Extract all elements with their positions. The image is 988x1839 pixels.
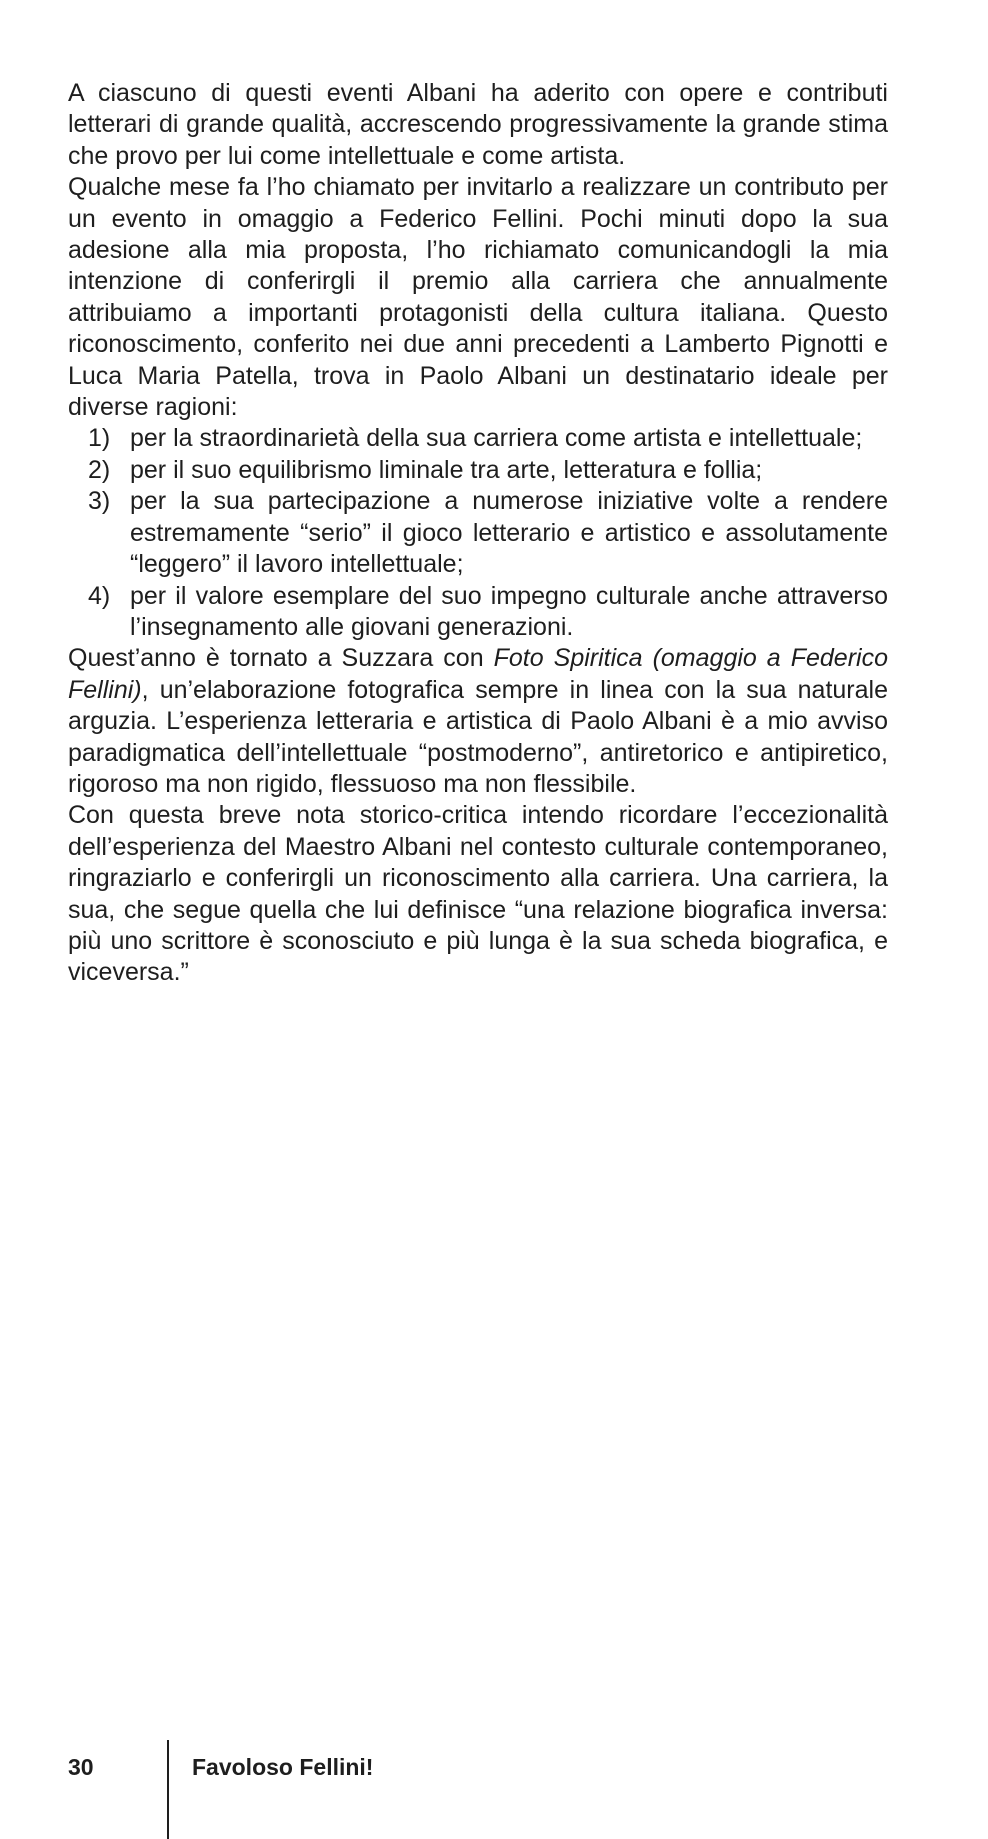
paragraph-return <box>68 643 888 800</box>
paragraph-conclusion: Con questa breve nota storico-critica intendo ricordare l’eccezionalità dell’esperienza del Maestro Albani nel contesto culturale contemporaneo, ringraziarlo e conferirgli un riconoscimento alla carriera. Una carriera, la sua, che segue quella che lui definisce “una relazione biografica inversa: più uno scrittore è sconosciuto e più lunga è la sua scheda biografica, e viceversa.” <box>68 801 888 987</box>
article-body <box>68 78 888 989</box>
footer-divider <box>167 1740 169 1839</box>
list-item-number: 2) <box>88 455 111 484</box>
page-number: 30 <box>68 1754 94 1780</box>
artwork-title: Foto Spiritica (omaggio a Federico Fellini) <box>68 644 888 704</box>
paragraph-intro: A ciascuno di questi eventi Albani ha aderito con opere e contributi letterari di grande qualità, accrescendo progressivamente la grande stima che provo per lui come intellettuale e come artista. <box>68 79 888 170</box>
list-item <box>68 486 888 580</box>
list-item-number: 3) <box>88 487 111 516</box>
list-item-number: 1) <box>88 424 111 453</box>
reasons-list <box>68 423 888 643</box>
paragraph-return-rest: , un’elaborazione fotografica sempre in linea con la sua naturale arguzia. L’esperienza letteraria e artistica di Paolo Albani è a mio avviso paradigmatica dell’intellettuale “postmoderno”, antiretorico e antipiretico, rigoroso ma non rigido, flessuoso ma non flessibile. <box>68 675 888 798</box>
running-title: Favoloso Fellini! <box>192 1754 374 1780</box>
paragraph-award: Qualche mese fa l’ho chiamato per invitarlo a realizzare un contributo per un evento in omaggio a Federico Fellini. Pochi minuti dopo la sua adesione alla mia proposta, l’ho richiamato comunicandogli la mia intenzione di conferirgli il premio alla carriera che annualmente attribuiamo a importanti protagonisti della cultura italiana. Questo riconoscimento, conferito nei due anni precedenti a Lamberto Pignotti e Luca Maria Patella, trova in Paolo Albani un destinatario ideale per diverse ragioni: <box>68 173 888 422</box>
list-item <box>68 455 888 486</box>
list-item-text: per la sua partecipazione a numerose iniziative volte a rendere estremamente “serio” il gioco letterario e artistico e assolutamente “leggero” il lavoro intellettuale; <box>130 487 888 579</box>
paragraph-return-lead: Quest’anno è tornato a Suzzara con <box>68 644 494 673</box>
page-footer <box>0 1740 988 1839</box>
list-item <box>68 581 888 644</box>
list-item-text: per la straordinarietà della sua carriera come artista e intellettuale; <box>130 424 863 453</box>
list-item-text: per il suo equilibrismo liminale tra arte, letteratura e follia; <box>130 455 763 484</box>
list-item <box>68 423 888 454</box>
list-item-number: 4) <box>88 581 111 610</box>
list-item-text: per il valore esemplare del suo impegno culturale anche attraverso l’insegnamento alle giovani generazioni. <box>130 581 888 641</box>
